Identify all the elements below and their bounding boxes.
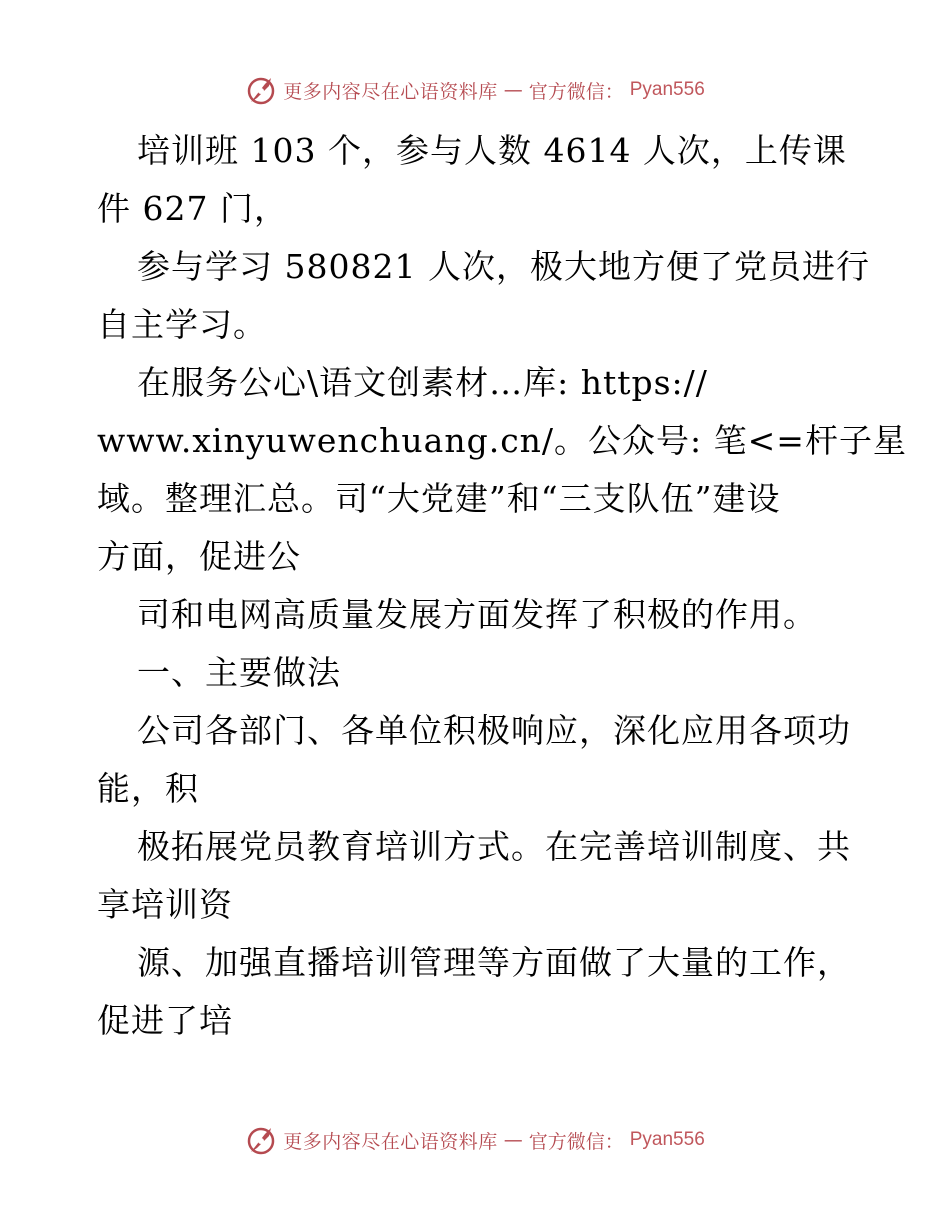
quill-logo-icon: [245, 74, 277, 106]
paragraph-line: 源、加强直播培训管理等方面做了大量的工作，: [137, 943, 851, 982]
paragraph-line: 享培训资: [97, 885, 233, 924]
paragraph-line: 公司各部门、各单位积极响应，深化应用各项功: [137, 711, 851, 750]
watermark-label: 官方微信：: [528, 80, 624, 103]
watermark-prefix: 更多内容尽在心语资料库: [283, 1130, 498, 1153]
watermark-wechat-id: Pyan556: [629, 1129, 705, 1150]
watermark-dash: —: [503, 1129, 523, 1151]
section-heading: 一、主要做法: [137, 653, 341, 692]
paragraph-line: 件 627 门，: [97, 189, 288, 228]
paragraph-line: 域。整理汇总。司“大党建”和“三支队伍”建设: [97, 479, 781, 518]
watermark-wechat-id: Pyan556: [629, 79, 705, 100]
paragraph-line: 能，积: [97, 769, 199, 808]
paragraph-line: 促进了培: [97, 1001, 233, 1040]
footer-watermark: [0, 1120, 950, 1160]
paragraph-line: www.xinyuwenchuang.cn/。公众号: 笔<=杆子星: [97, 421, 907, 460]
watermark-label: 官方微信：: [528, 1130, 624, 1153]
watermark-prefix: 更多内容尽在心语资料库: [283, 80, 498, 103]
paragraph-line: 极拓展党员教育培训方式。在完善培训制度、共: [137, 827, 851, 866]
paragraph-line: 司和电网高质量发展方面发挥了积极的作用。: [137, 595, 817, 634]
header-watermark: [0, 70, 950, 110]
paragraph-line: 自主学习。: [97, 305, 267, 344]
watermark-dash: —: [503, 79, 523, 101]
paragraph-line: 参与学习 580821 人次，极大地方便了党员进行: [137, 247, 870, 286]
paragraph-line: 方面，促进公: [97, 537, 301, 576]
paragraph-line: 在服务公心\语文创素材…库: https://: [137, 363, 708, 402]
paragraph-line: 培训班 103 个，参与人数 4614 人次，上传课: [137, 131, 847, 170]
quill-logo-icon: [245, 1124, 277, 1156]
document-body: [97, 122, 907, 1050]
